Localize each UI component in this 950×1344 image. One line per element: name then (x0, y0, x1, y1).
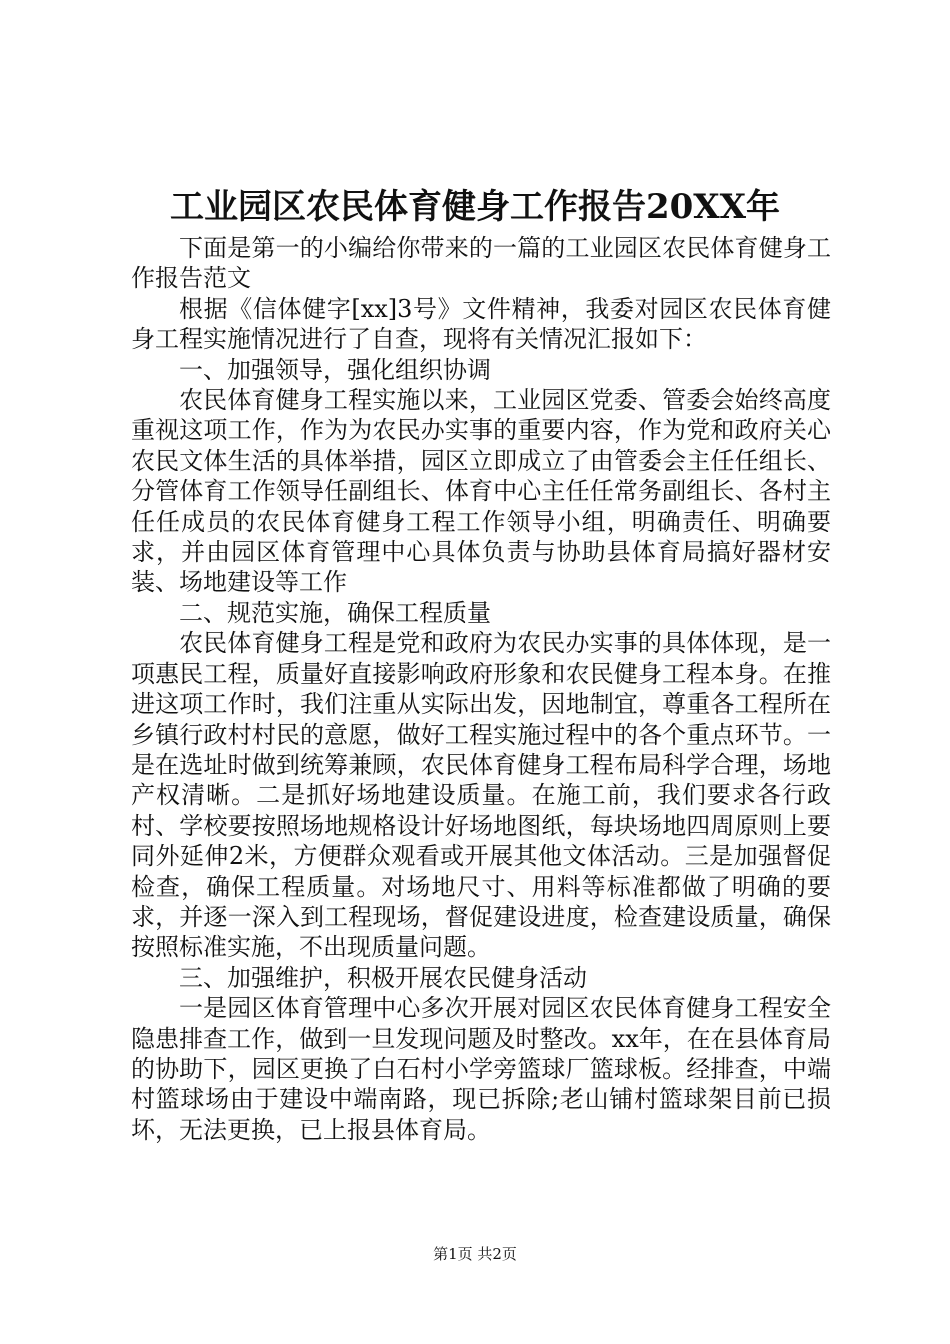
body-paragraph: 农民体育健身工程实施以来，工业园区党委、管委会始终高度重视这项工作，作为为农民办实事的重要内容，作为党和政府关心农民文体生活的具体举措，园区立即成立了由管委会主任任组长、分管体育工作领导任副组长、体育中心主任任常务副组长、各村主任任成员的农民体育健身工程工作领导小组，明确责任、明确要求，并由园区体育管理中心具体负责与协助县体育局搞好器材安装、场地建设等工作 (131, 386, 831, 597)
section-heading-2: 二、规范实施，确保工程质量 (179, 598, 491, 627)
section-heading-1: 一、加强领导，强化组织协调 (179, 355, 491, 384)
document-title: 工业园区农民体育健身工作报告20XX年 (169, 187, 781, 227)
body-paragraph: 根据《信体健字[xx]3号》文件精神，我委对园区农民体育健身工程实施情况进行了自查，现将有关情况汇报如下： (131, 294, 831, 354)
document-body (131, 233, 831, 1145)
section-heading-3: 三、加强维护，积极开展农民健身活动 (179, 963, 587, 992)
body-paragraph: 农民体育健身工程是党和政府为农民办实事的具体体现，是一项惠民工程，质量好直接影响政府形象和农民健身工程本身。在推进这项工作时，我们注重从实际出发，因地制宜，尊重各工程所在乡镇行政村村民的意愿，做好工程实施过程中的各个重点环节。一是在选址时做到统筹兼顾，农民体育健身工程布局科学合理，场地产权清晰。二是抓好场地建设质量。在施工前，我们要求各行政村、学校要按照场地规格设计好场地图纸，每块场地四周原则上要同外延伸2米，方便群众观看或开展其他文体活动。三是加强督促检查，确保工程质量。对场地尺寸、用料等标准都做了明确的要求，并逐一深入到工程现场，督促建设进度，检查建设质量，确保按照标准实施，不出现质量问题。 (131, 629, 831, 962)
intro-paragraph: 下面是第一的小编给你带来的一篇的工业园区农民体育健身工作报告范文 (131, 234, 831, 293)
body-paragraph: 一是园区体育管理中心多次开展对园区农民体育健身工程安全隐患排查工作，做到一旦发现问题及时整改。xx年，在在县体育局的协助下，园区更换了白石村小学旁篮球厂篮球板。经排查，中端村篮球场由于建设中端南路，现已拆除;老山铺村篮球架目前已损坏，无法更换，已上报县体育局。 (131, 994, 831, 1144)
page-footer: 第1页 共2页 (433, 1245, 517, 1263)
